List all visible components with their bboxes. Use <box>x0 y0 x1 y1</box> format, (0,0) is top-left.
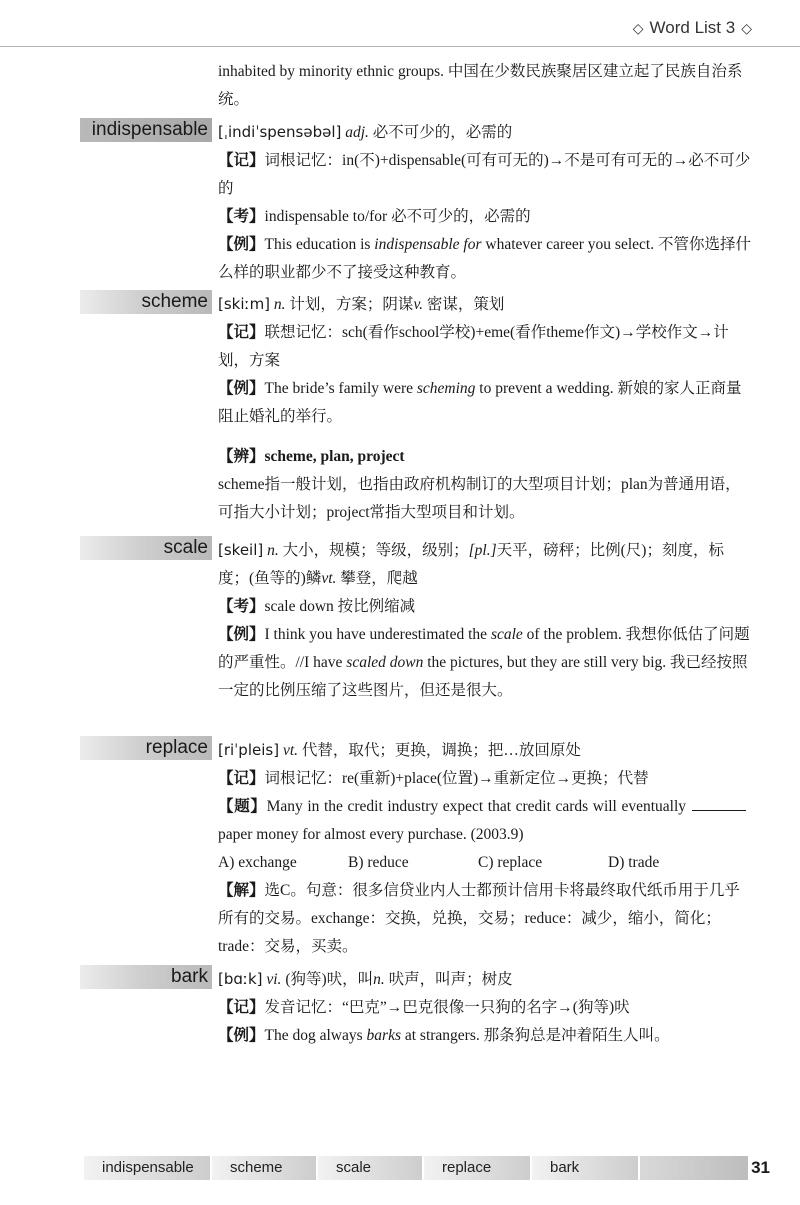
example-post: the pictures, but they are still very big. 我已经按照一定的比例压缩了这些图片，但还是很大。 <box>218 654 748 699</box>
intro-text: inhabited by minority ethnic groups. 中国在少数民族聚居区建立起了民族自治系统。 <box>218 63 743 108</box>
option-d: D) trade <box>608 854 660 871</box>
distinction-text: scheme指一般计划，也指由政府机构制订的大型项目计划；plan为普通用语，可指大小计划；project常指大型项目和计划。 <box>218 476 741 521</box>
option-a: A) exchange <box>218 854 297 871</box>
footer-tab-scheme: scheme <box>212 1156 318 1180</box>
question-post: paper money for almost every purchase. (2003.9) <box>218 826 524 843</box>
footer-tab-bark: bark <box>532 1156 640 1180</box>
exam-text: indispensable to/for 必不可少的，必需的 <box>264 208 531 225</box>
li-tag: 【例】 <box>218 1027 265 1044</box>
example-italic: scale <box>490 626 523 643</box>
page-header <box>633 18 752 38</box>
example-pre: The bride’s family were <box>264 380 417 397</box>
jie-tag: 【解】 <box>218 882 265 899</box>
ti-tag: 【题】 <box>218 798 267 815</box>
li-tag: 【例】 <box>218 380 265 397</box>
kao-tag: 【考】 <box>218 598 265 615</box>
part-of-speech-2: v. <box>413 296 424 313</box>
page-number: 31 <box>751 1158 770 1177</box>
entry-body <box>218 290 752 527</box>
footer-tab-scale: scale <box>318 1156 424 1180</box>
headword-label: replace <box>80 736 212 760</box>
memory-text: 词根记忆：re(重新)+place(位置)→重新定位→更换；代替 <box>264 770 649 787</box>
part-of-speech: vi. <box>266 971 282 988</box>
footer-word-index <box>84 1156 748 1180</box>
distinction-title: scheme, plan, project <box>264 448 405 465</box>
phonetic: [ˌindiˈspensəbəl] <box>218 123 342 141</box>
option-c: C) replace <box>478 854 543 871</box>
answer-options <box>218 849 752 877</box>
diamond-icon: ◇ <box>632 19 644 36</box>
answer-blank <box>692 794 746 811</box>
li-tag: 【例】 <box>218 236 265 253</box>
plural-marker: [pl.] <box>468 542 497 559</box>
example-pre: I think you have underestimated the <box>264 626 491 643</box>
footer-tab-indispensable: indispensable <box>84 1156 212 1180</box>
definition-2: 攀登，爬越 <box>340 570 418 587</box>
memory-text: 联想记忆：sch(看作school学校)+eme(看作theme作文)→学校作文→计划，方案 <box>218 324 729 369</box>
example-post: whatever career you select. 不管你选择什么样的职业都少不了接受这种教育。 <box>218 236 751 281</box>
entry-body <box>218 736 752 961</box>
diamond-icon: ◇ <box>741 19 752 36</box>
headword-label: bark <box>80 965 212 989</box>
entry-body <box>218 118 752 287</box>
entry-body <box>218 965 752 1050</box>
definition: 计划，方案；阴谋 <box>289 296 414 313</box>
ji-tag: 【记】 <box>218 999 265 1016</box>
ji-tag: 【记】 <box>218 770 265 787</box>
example-mid: of the problem. 我想你低估了问题的严重性。//I have <box>218 626 750 671</box>
part-of-speech: adj. <box>345 124 369 141</box>
example-italic: indispensable for <box>374 236 482 253</box>
headword-label: scheme <box>80 290 212 314</box>
phonetic: [skeil] <box>218 541 264 559</box>
definition: (狗等)吠，叫 <box>285 971 374 988</box>
headword-label: scale <box>80 536 212 560</box>
memory-text: 发音记忆：“巴克”→巴克很像一只狗的名字→(狗等)吠 <box>264 999 630 1016</box>
exam-text: scale down 按比例缩减 <box>264 598 416 615</box>
example-italic: barks <box>366 1027 401 1044</box>
header-title: Word List 3 <box>649 18 736 37</box>
phonetic: [skiːm] <box>218 295 271 313</box>
example-post: to prevent a wedding. 新娘的家人正商量阻止婚礼的举行。 <box>218 380 742 425</box>
bian-tag: 【辨】 <box>218 448 265 465</box>
part-of-speech: vt. <box>282 742 298 759</box>
definition-a: 大小，规模；等级，级别； <box>282 542 469 559</box>
memory-text: 词根记忆：in(不)+dispensable(可有可无的)→不是可有可无的→必不可少的 <box>218 152 751 197</box>
part-of-speech: n. <box>267 542 279 559</box>
definition: 必不可少的，必需的 <box>372 124 513 141</box>
footer-tab-fill <box>640 1156 748 1180</box>
ji-tag: 【记】 <box>218 152 265 169</box>
example-italic: scheming <box>416 380 476 397</box>
ji-tag: 【记】 <box>218 324 265 341</box>
option-b: B) reduce <box>348 854 409 871</box>
part-of-speech-2: n. <box>373 971 385 988</box>
definition-2: 密谋，策划 <box>426 296 505 313</box>
headword-label: indispensable <box>80 118 212 142</box>
phonetic: [riˈpleis] <box>218 741 280 759</box>
example-pre: This education is <box>264 236 375 253</box>
header-rule <box>0 46 800 47</box>
explanation-text: 选C。句意：很多信贷业内人士都预计信用卡将最终取代纸币用于几乎所有的交易。exchange：交换，兑换，交易；reduce：减少，缩小，简化；trade：交易，买卖。 <box>218 882 740 955</box>
question-pre: Many in the credit industry expect that credit cards will eventually <box>266 798 686 815</box>
footer-tab-replace: replace <box>424 1156 532 1180</box>
kao-tag: 【考】 <box>218 208 265 225</box>
part-of-speech: n. <box>273 296 286 313</box>
definition-b: 天平，磅秤；比例(尺)；刻度，标度；(鱼等的)鳞 <box>218 542 724 587</box>
example-pre: The dog always <box>264 1027 367 1044</box>
definition-2: 吠声，叫声；树皮 <box>388 971 513 988</box>
li-tag: 【例】 <box>218 626 265 643</box>
example-post: at strangers. 那条狗总是冲着陌生人叫。 <box>400 1027 670 1044</box>
example-italic-2: scaled down <box>346 654 424 671</box>
part-of-speech-2: vt. <box>321 570 337 587</box>
phonetic: [bɑːk] <box>218 970 263 988</box>
definition: 代替，取代；更换，调换；把…放回原处 <box>301 742 581 759</box>
entry-body <box>218 536 752 705</box>
